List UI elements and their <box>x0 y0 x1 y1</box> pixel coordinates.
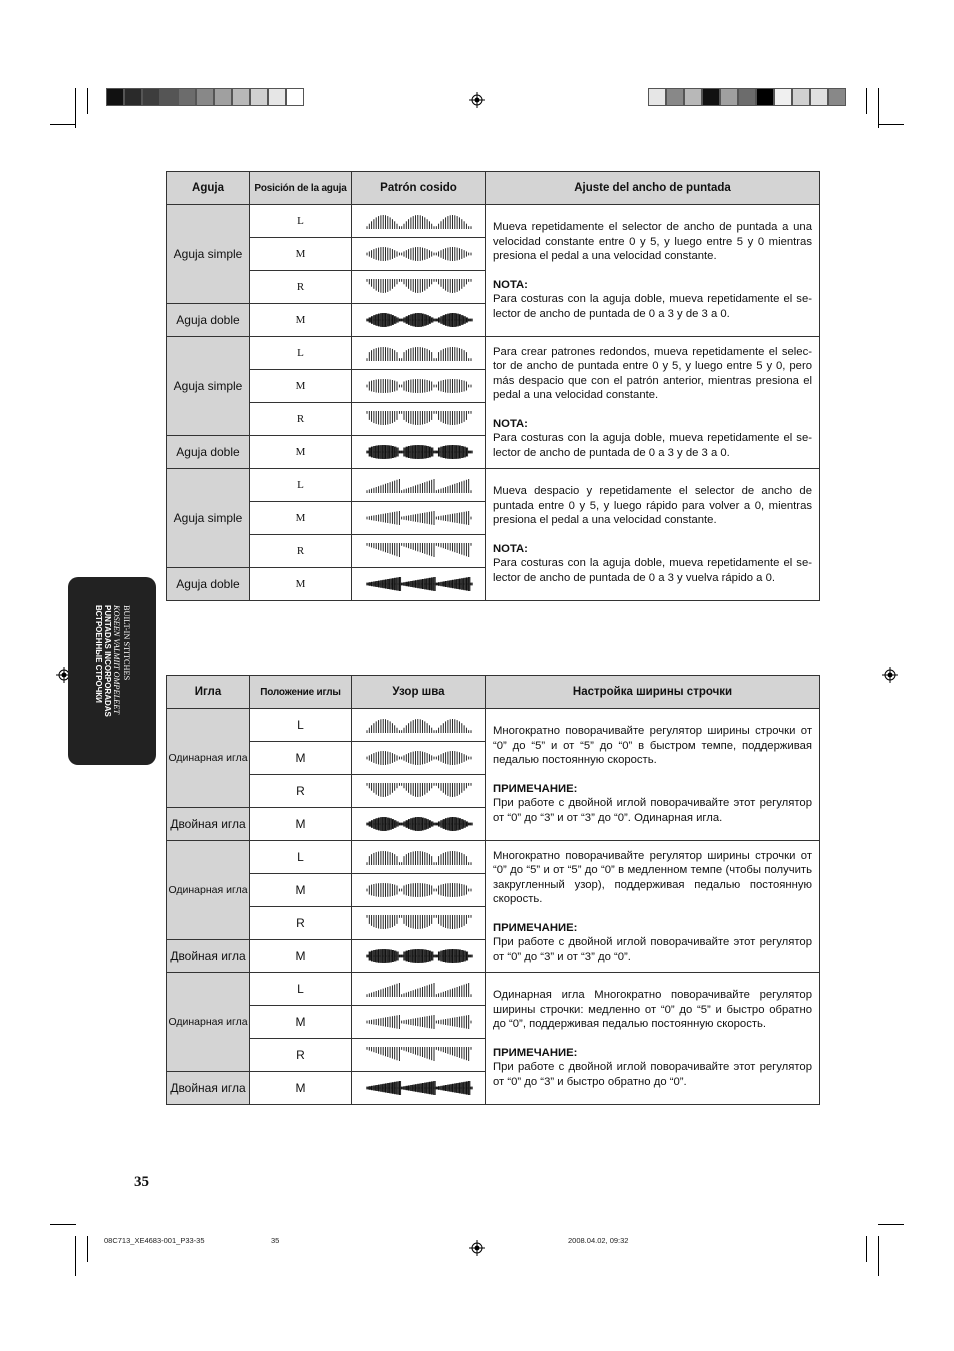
pattern-cell <box>352 535 486 568</box>
note-label: ПРИМЕЧАНИЕ: <box>493 921 578 934</box>
position-cell: R <box>250 271 352 304</box>
stitch-pattern-icon <box>365 1013 473 1031</box>
pattern-cell <box>352 403 486 436</box>
pattern-cell <box>352 205 486 238</box>
description-text: Многократно поворачивайте регулятор ширины строчки от “0” до “5” и от “5” до “0” в быстром темпе, поддерживая педалью постоянную скорость. <box>493 725 812 766</box>
stitch-pattern-icon <box>365 344 473 362</box>
position-cell: L <box>250 469 352 502</box>
stitch-pattern-icon <box>365 509 473 527</box>
pattern-cell <box>352 568 486 601</box>
position-cell: R <box>250 907 352 940</box>
needle-single-cell: Одинарная игла <box>167 841 250 940</box>
needle-double-cell: Aguja doble <box>167 436 250 469</box>
color-swatch <box>648 88 666 106</box>
note-label: NOTA: <box>493 278 528 291</box>
stitch-pattern-icon <box>365 749 473 767</box>
note-text: При работе с двойной иглой поворачивайте этот регулятор от “0” до “3” и от “3” до “0”. <box>493 936 812 963</box>
stitch-pattern-icon <box>365 815 473 833</box>
stitch-pattern-icon <box>365 848 473 866</box>
position-cell: R <box>250 535 352 568</box>
pattern-cell <box>352 337 486 370</box>
pattern-cell <box>352 940 486 973</box>
color-swatch <box>286 88 304 106</box>
pattern-cell <box>352 1072 486 1105</box>
header-adjust: Ajuste del ancho de puntada <box>486 172 820 205</box>
table-row <box>167 205 820 238</box>
table-row <box>167 841 820 874</box>
stitch-pattern-icon <box>365 212 473 230</box>
pattern-cell <box>352 1006 486 1039</box>
position-cell: R <box>250 1039 352 1072</box>
description-text: Многократно поворачивайте регулятор ширины строчки от “0” до “5” и от “5” до “0” в медленном темпе (чтобы получить закругленный узор), поддерживая педалью постоянную скорость. <box>493 849 812 906</box>
table-row <box>167 337 820 370</box>
stitch-pattern-icon <box>365 377 473 395</box>
needle-double-cell: Aguja doble <box>167 304 250 337</box>
needle-single-cell: Aguja simple <box>167 205 250 304</box>
color-swatch <box>196 88 214 106</box>
header-pattern: Patrón cosido <box>352 172 486 205</box>
header-adjust: Настройка ширины строчки <box>486 676 820 709</box>
position-cell: L <box>250 841 352 874</box>
note-text: Para costuras con la aguja doble, mueva repetidamente el se-lector de ancho de puntada de 0 a 3 y de 3 a 0. <box>493 293 812 320</box>
needle-double-cell: Двойная игла <box>167 1072 250 1105</box>
section-side-tab <box>68 577 156 765</box>
note-text: Para costuras con la aguja doble, mueva repetidamente el se-lector de ancho de puntada de 0 a 3 y de 3 a 0. <box>493 432 812 459</box>
page-number: 35 <box>134 1174 149 1190</box>
color-swatch <box>828 88 846 106</box>
color-swatch <box>268 88 286 106</box>
position-cell: M <box>250 1006 352 1039</box>
pattern-cell <box>352 370 486 403</box>
color-swatch <box>720 88 738 106</box>
pattern-cell <box>352 1039 486 1072</box>
color-swatch <box>232 88 250 106</box>
color-swatch <box>142 88 160 106</box>
stitch-pattern-icon <box>365 443 473 461</box>
pattern-cell <box>352 775 486 808</box>
position-cell: M <box>250 502 352 535</box>
needle-single-cell: Aguja simple <box>167 337 250 436</box>
stitch-table-spanish <box>166 171 820 601</box>
stitch-pattern-icon <box>365 980 473 998</box>
table-row <box>167 709 820 742</box>
color-swatch <box>810 88 828 106</box>
position-cell: R <box>250 775 352 808</box>
color-swatch <box>178 88 196 106</box>
position-cell: M <box>250 238 352 271</box>
description-text: Mueva despacio y repetidamente el selector de ancho de puntada entre 0 y 5, y luego rápido para volver a 0, mientras presiona el pedal a una velocidad constante. <box>493 485 812 526</box>
pattern-cell <box>352 304 486 337</box>
needle-single-cell: Одинарная игла <box>167 973 250 1072</box>
footer-date: 2008.04.02, 09:32 <box>568 1236 629 1245</box>
needle-double-cell: Aguja doble <box>167 568 250 601</box>
position-cell: M <box>250 436 352 469</box>
footer-code: 08C713_XE4683-001_P33-35 <box>104 1236 205 1245</box>
registration-crosshair-icon <box>469 1240 485 1256</box>
description-text: Mueva repetidamente el selector de ancho de puntada a una velocidad constante entre 0 y 5, y luego entre 5 y 0 mientras presiona el pedal a una velocidad constante. <box>493 221 812 262</box>
stitch-pattern-icon <box>365 881 473 899</box>
stitch-pattern-icon <box>365 311 473 329</box>
position-cell: L <box>250 337 352 370</box>
color-swatch <box>250 88 268 106</box>
note-label: NOTA: <box>493 417 528 430</box>
header-position: Положение иглы <box>250 676 352 709</box>
pattern-cell <box>352 238 486 271</box>
side-tab-line-3: PUNTADAS INCORPORADAS <box>103 605 112 717</box>
note-label: ПРИМЕЧАНИЕ: <box>493 1046 578 1059</box>
description-cell <box>486 841 820 973</box>
registration-crosshair-icon <box>469 92 485 108</box>
position-cell: M <box>250 808 352 841</box>
position-cell: M <box>250 370 352 403</box>
header-needle: Игла <box>167 676 250 709</box>
header-position: Posición de la aguja <box>250 172 352 205</box>
note-text: При работе с двойной иглой поворачивайте этот регулятор от “0” до “3” и быстро обратно до “0”. <box>493 1061 812 1088</box>
table-row <box>167 469 820 502</box>
pattern-cell <box>352 907 486 940</box>
pattern-cell <box>352 469 486 502</box>
stitch-pattern-icon <box>365 914 473 932</box>
pattern-cell <box>352 973 486 1006</box>
position-cell: M <box>250 304 352 337</box>
pattern-cell <box>352 808 486 841</box>
description-cell <box>486 709 820 841</box>
color-swatch <box>756 88 774 106</box>
color-swatch <box>160 88 178 106</box>
stitch-pattern-icon <box>365 410 473 428</box>
stitch-pattern-icon <box>365 947 473 965</box>
stitch-table-russian <box>166 675 820 1105</box>
color-swatch <box>666 88 684 106</box>
color-swatch <box>124 88 142 106</box>
position-cell: L <box>250 973 352 1006</box>
pattern-cell <box>352 271 486 304</box>
side-tab-line-1: BUILT-IN STITCHES <box>121 605 131 681</box>
note-label: NOTA: <box>493 542 528 555</box>
pattern-cell <box>352 874 486 907</box>
stitch-pattern-icon <box>365 782 473 800</box>
table-row <box>167 973 820 1006</box>
needle-single-cell: Aguja simple <box>167 469 250 568</box>
stitch-pattern-icon <box>365 716 473 734</box>
side-tab-line-2: KOSEEN VALMIIT OMPELEET <box>112 605 122 714</box>
position-cell: M <box>250 1072 352 1105</box>
note-text: При работе с двойной иглой поворачивайте этот регулятор от “0” до “3” и от “3” до “0”. Одинарная игла. <box>493 797 812 824</box>
needle-double-cell: Двойная игла <box>167 940 250 973</box>
description-cell <box>486 469 820 601</box>
pattern-cell <box>352 502 486 535</box>
stitch-pattern-icon <box>365 278 473 296</box>
stitch-pattern-icon <box>365 476 473 494</box>
stitch-pattern-icon <box>365 1046 473 1064</box>
registration-crosshair-icon <box>882 667 898 683</box>
description-text: Одинарная игла Многократно поворачивайте регулятор ширины строчки: медленно от “0” до “5” и быстро обратно до “0”, поддерживая педалью постоянную скорость. <box>493 989 812 1030</box>
header-pattern: Узор шва <box>352 676 486 709</box>
note-label: ПРИМЕЧАНИЕ: <box>493 782 578 795</box>
footer-page: 35 <box>271 1236 280 1245</box>
color-swatch <box>774 88 792 106</box>
position-cell: M <box>250 568 352 601</box>
position-cell: L <box>250 205 352 238</box>
pattern-cell <box>352 742 486 775</box>
description-cell <box>486 973 820 1105</box>
color-swatch <box>702 88 720 106</box>
pattern-cell <box>352 436 486 469</box>
stitch-pattern-icon <box>365 542 473 560</box>
description-text: Para crear patrones redondos, mueva repetidamente el selec-tor de ancho de puntada entre 0 y 5, y luego entre 5 y 0, pero más despacio que con el patrón anterior, mientras presiona el pedal a una velocidad constante. <box>493 345 812 402</box>
color-bar-right <box>648 88 846 106</box>
position-cell: L <box>250 709 352 742</box>
color-swatch <box>214 88 232 106</box>
stitch-pattern-icon <box>365 575 473 593</box>
pattern-cell <box>352 709 486 742</box>
pattern-cell <box>352 841 486 874</box>
description-cell <box>486 205 820 337</box>
color-bar-left <box>106 88 304 106</box>
color-swatch <box>738 88 756 106</box>
position-cell: M <box>250 940 352 973</box>
needle-double-cell: Двойная игла <box>167 808 250 841</box>
position-cell: M <box>250 742 352 775</box>
color-swatch <box>792 88 810 106</box>
color-swatch <box>106 88 124 106</box>
side-tab-line-4: ВСТРОЕННЫЕ СТРОЧКИ <box>93 605 103 703</box>
position-cell: M <box>250 874 352 907</box>
description-cell <box>486 337 820 469</box>
needle-single-cell: Одинарная игла <box>167 709 250 808</box>
position-cell: R <box>250 403 352 436</box>
note-text: Para costuras con la aguja doble, mueva repetidamente el se-lector de ancho de puntada de 0 a 3 y vuelva rápido a 0. <box>493 557 812 584</box>
color-swatch <box>684 88 702 106</box>
stitch-pattern-icon <box>365 245 473 263</box>
header-needle: Aguja <box>167 172 250 205</box>
stitch-pattern-icon <box>365 1079 473 1097</box>
